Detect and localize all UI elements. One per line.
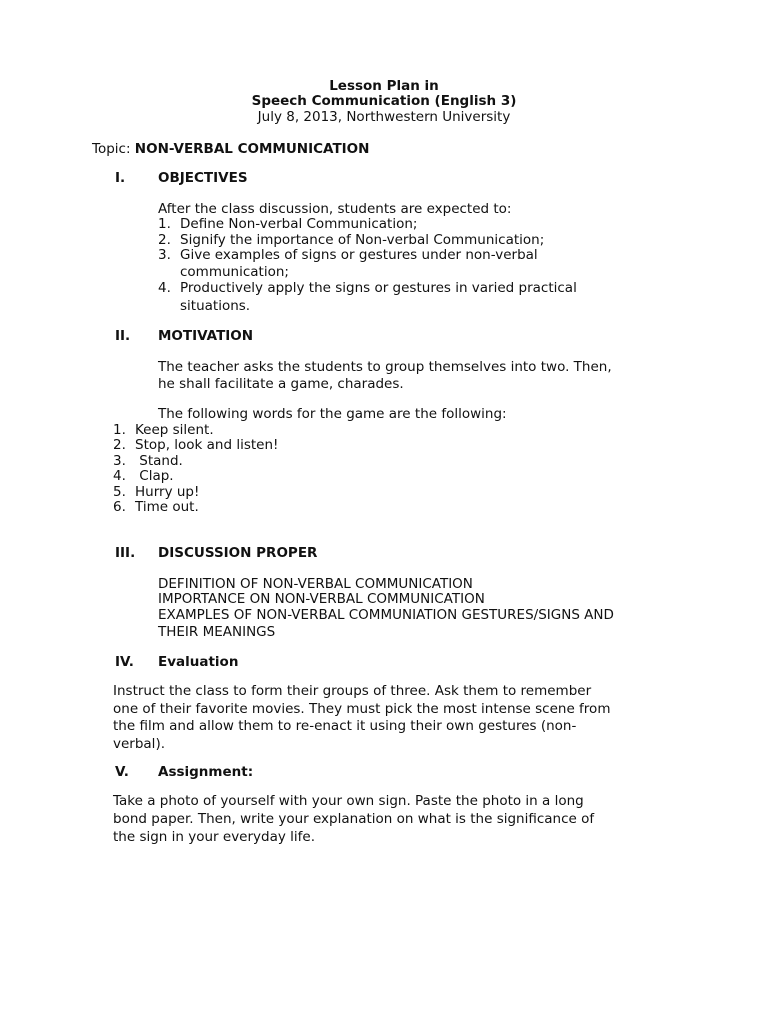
motivation-heading: MOTIVATION [158,328,254,344]
game-word-item: 2. Stop, look and listen! [113,437,279,453]
objective-item-continuation: communication; [180,264,289,280]
assignment-text-line: bond paper. Then, write your explanation on what is the significance of [113,811,595,827]
topic-label: Topic: [92,141,135,157]
motivation-intro: The following words for the game are the following: [158,406,507,422]
objective-item: 2. Signify the importance of Non-verbal Communication; [158,232,545,248]
title-line-2: Speech Communication (English 3) [251,93,517,109]
game-word-item: 3. Stand. [113,453,183,469]
discussion-topic: IMPORTANCE ON NON-VERBAL COMMUNICATION [158,591,485,607]
game-word-item: 5. Hurry up! [113,484,200,500]
discussion-topic: DEFINITION OF NON-VERBAL COMMUNICATION [158,576,473,592]
topic-line [92,141,369,157]
motivation-text-line: The teacher asks the students to group themselves into two. Then, [158,359,612,375]
title-line-1: Lesson Plan in [329,78,439,94]
discussion-topic: THEIR MEANINGS [158,624,276,640]
discussion-numeral: III. [115,545,136,561]
objectives-numeral: I. [115,170,126,186]
assignment-text-line: Take a photo of yourself with your own sign. Paste the photo in a long [113,793,584,809]
evaluation-numeral: IV. [115,654,134,670]
motivation-numeral: II. [115,328,131,344]
objective-item: 3. Give examples of signs or gestures under non-verbal [158,247,538,263]
assignment-text-line: the sign in your everyday life. [113,829,316,845]
game-word-item: 6. Time out. [113,499,199,515]
evaluation-text-line: Instruct the class to form their groups of three. Ask them to remember [113,683,592,699]
objectives-intro: After the class discussion, students are expected to: [158,201,512,217]
assignment-heading: Assignment: [158,764,254,780]
motivation-text-line: he shall facilitate a game, charades. [158,376,404,392]
game-word-item: 1. Keep silent. [113,422,214,438]
topic-value: NON-VERBAL COMMUNICATION [134,141,370,157]
evaluation-heading: Evaluation [158,654,239,670]
title-line-3: July 8, 2013, Northwestern University [257,109,511,125]
discussion-heading: DISCUSSION PROPER [158,545,318,561]
evaluation-text-line: one of their favorite movies. They must pick the most intense scene from [113,701,611,717]
assignment-numeral: V. [115,764,129,780]
game-word-item: 4. Clap. [113,468,174,484]
evaluation-text-line: verbal). [113,736,165,752]
objective-item: 4. Productively apply the signs or gestures in varied practical [158,280,577,296]
objective-item-continuation: situations. [180,298,251,314]
objectives-heading: OBJECTIVES [158,170,248,186]
objective-item: 1. Define Non-verbal Communication; [158,216,418,232]
evaluation-text-line: the film and allow them to re-enact it using their own gestures (non- [113,718,577,734]
discussion-topic: EXAMPLES OF NON-VERBAL COMMUNIATION GESTURES/SIGNS AND [158,607,614,623]
